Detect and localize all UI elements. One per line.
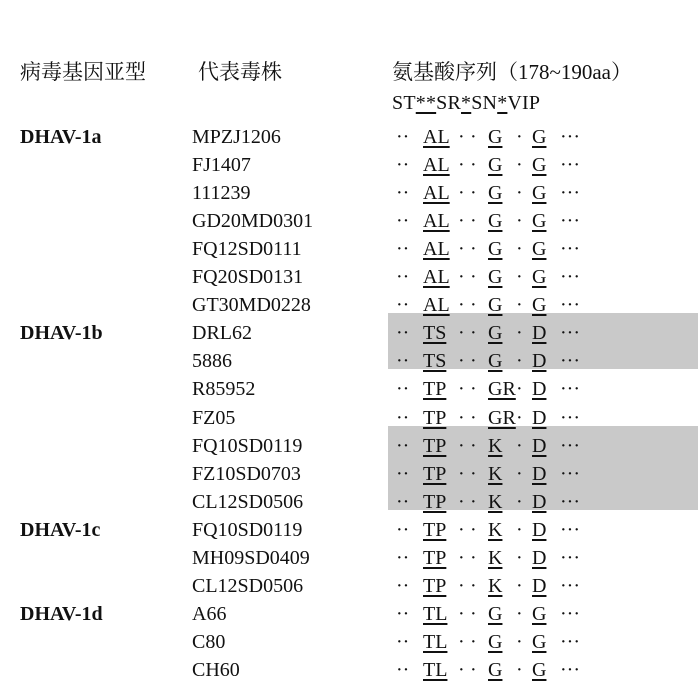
strain-name: A66 — [192, 602, 227, 625]
gap-dots: · — [516, 182, 523, 205]
strain-name: MH09SD0409 — [192, 546, 310, 569]
residue: TP — [423, 518, 447, 541]
gap-dots: · — [470, 238, 477, 261]
residue: G — [532, 266, 547, 289]
table-row — [0, 519, 700, 547]
gap-dots: · — [458, 378, 465, 401]
gap-dots: · — [458, 294, 465, 317]
gap-dots: ··· — [560, 350, 580, 373]
gap-dots: · — [470, 406, 477, 429]
table-row — [0, 463, 700, 491]
gap-dots: · — [458, 602, 465, 625]
gap-dots: ··· — [560, 294, 580, 317]
gap-dots: ·· — [396, 350, 410, 373]
residue: TP — [423, 546, 447, 569]
gap-dots: · — [458, 126, 465, 148]
strain-name: FQ10SD0119 — [192, 434, 303, 457]
gap-dots: ··· — [560, 574, 580, 597]
residue: D — [532, 462, 547, 485]
residue: G — [532, 658, 547, 681]
strain-name: 5886 — [192, 350, 232, 373]
table-row — [0, 266, 700, 294]
residue: G — [488, 322, 503, 345]
residue: G — [488, 126, 503, 148]
gap-dots: ··· — [560, 378, 580, 401]
header-subtype: 病毒基因亚型 — [20, 60, 146, 84]
gap-dots: · — [516, 574, 523, 597]
table-row — [0, 378, 700, 406]
residue: AL — [423, 238, 450, 261]
gap-dots: · — [470, 378, 477, 401]
gap-dots: ··· — [560, 126, 580, 148]
residue: TP — [423, 462, 447, 485]
gap-dots: · — [516, 462, 523, 485]
gap-dots: · — [458, 406, 465, 429]
gap-dots: · — [470, 658, 477, 681]
gap-dots: · — [458, 154, 465, 177]
table-row — [0, 491, 700, 519]
residue: G — [488, 602, 503, 625]
gap-dots: · — [516, 378, 523, 401]
motif-part: SR — [436, 92, 462, 114]
gap-dots: ··· — [560, 434, 580, 457]
residue: AL — [423, 210, 450, 233]
gap-dots: · — [458, 350, 465, 373]
gap-dots: ·· — [396, 210, 410, 233]
gap-dots: · — [470, 266, 477, 289]
gap-dots: ··· — [560, 518, 580, 541]
residue: D — [532, 490, 547, 513]
strain-name: CL12SD0506 — [192, 490, 304, 513]
gap-dots: · — [458, 630, 465, 653]
residue: G — [488, 630, 503, 653]
gap-dots: · — [470, 630, 477, 653]
residue: K — [488, 490, 503, 513]
residue: D — [532, 406, 547, 429]
gap-dots: · — [458, 574, 465, 597]
residue: K — [488, 546, 503, 569]
gap-dots: · — [470, 434, 477, 457]
table-row — [0, 575, 700, 603]
gap-dots: · — [516, 238, 523, 261]
residue: AL — [423, 182, 450, 205]
strain-name: 111239 — [192, 182, 251, 205]
residue: TP — [423, 406, 447, 429]
residue: TS — [423, 322, 447, 345]
gap-dots: · — [516, 518, 523, 541]
residue: D — [532, 574, 547, 597]
strain-name: FQ12SD0111 — [192, 238, 302, 261]
subtype-label: DHAV-1a — [20, 126, 102, 148]
residue: G — [488, 154, 503, 177]
gap-dots: · — [458, 182, 465, 205]
motif-part: * — [461, 92, 472, 114]
residue: G — [488, 210, 503, 233]
strain-name: GD20MD0301 — [192, 210, 314, 233]
gap-dots: ··· — [560, 490, 580, 513]
residue: AL — [423, 266, 450, 289]
table-row — [0, 350, 700, 378]
strain-name: FQ10SD0119 — [192, 518, 303, 541]
strain-name: FQ20SD0131 — [192, 266, 304, 289]
table-row — [0, 659, 700, 687]
residue: G — [532, 154, 547, 177]
strain-name: DRL62 — [192, 322, 252, 345]
gap-dots: · — [470, 574, 477, 597]
gap-dots: ·· — [396, 462, 410, 485]
gap-dots: ·· — [396, 490, 410, 513]
gap-dots: ·· — [396, 238, 410, 261]
strain-name: R85952 — [192, 378, 256, 401]
gap-dots: ··· — [560, 630, 580, 653]
table-row — [0, 238, 700, 266]
gap-dots: · — [470, 322, 477, 345]
gap-dots: ··· — [560, 238, 580, 261]
gap-dots: ·· — [396, 630, 410, 653]
residue: D — [532, 322, 547, 345]
residue: K — [488, 574, 503, 597]
residue: D — [532, 378, 547, 401]
motif-part: SN — [471, 92, 498, 114]
gap-dots: ·· — [396, 266, 410, 289]
residue: G — [488, 294, 503, 317]
gap-dots: · — [516, 266, 523, 289]
residue: AL — [423, 294, 450, 317]
subtype-label: DHAV-1d — [20, 602, 103, 625]
gap-dots: ·· — [396, 518, 410, 541]
gap-dots: ·· — [396, 182, 410, 205]
gap-dots: · — [470, 490, 477, 513]
residue: G — [532, 630, 547, 653]
residue: GR — [488, 378, 516, 401]
gap-dots: ·· — [396, 434, 410, 457]
gap-dots: · — [470, 462, 477, 485]
gap-dots: ·· — [396, 658, 410, 681]
residue: D — [532, 434, 547, 457]
table-row — [0, 322, 700, 350]
residue: K — [488, 434, 503, 457]
header-strain: 代表毒株 — [198, 60, 282, 84]
table-row — [0, 210, 700, 238]
residue: D — [532, 518, 547, 541]
gap-dots: · — [470, 154, 477, 177]
residue: AL — [423, 126, 450, 148]
gap-dots: ·· — [396, 378, 410, 401]
gap-dots: · — [458, 518, 465, 541]
residue: G — [532, 602, 547, 625]
gap-dots: · — [458, 322, 465, 345]
gap-dots: · — [458, 546, 465, 569]
gap-dots: ··· — [560, 406, 580, 429]
residue: G — [488, 350, 503, 373]
gap-dots: ·· — [396, 322, 410, 345]
gap-dots: · — [470, 350, 477, 373]
gap-dots: ··· — [560, 462, 580, 485]
gap-dots: · — [516, 602, 523, 625]
residue: TL — [423, 658, 448, 681]
gap-dots: · — [516, 154, 523, 177]
residue: G — [532, 182, 547, 205]
residue: G — [532, 238, 547, 261]
gap-dots: · — [470, 182, 477, 205]
header-sequence: 氨基酸序列（178~190aa） — [392, 60, 633, 84]
gap-dots: ·· — [396, 602, 410, 625]
residue: TP — [423, 434, 447, 457]
gap-dots: · — [470, 126, 477, 148]
strain-name: CH60 — [192, 658, 240, 681]
residue: TP — [423, 574, 447, 597]
gap-dots: ··· — [560, 322, 580, 345]
gap-dots: ·· — [396, 154, 410, 177]
table-row — [0, 547, 700, 575]
gap-dots: ··· — [560, 154, 580, 177]
residue: G — [488, 182, 503, 205]
motif-part: ** — [415, 92, 437, 114]
strain-name: FJ1407 — [192, 154, 251, 177]
gap-dots: ·· — [396, 574, 410, 597]
residue: TP — [423, 490, 447, 513]
gap-dots: · — [458, 462, 465, 485]
gap-dots: · — [516, 434, 523, 457]
strain-name: CL12SD0506 — [192, 574, 304, 597]
gap-dots: · — [470, 294, 477, 317]
gap-dots: · — [516, 490, 523, 513]
residue: TS — [423, 350, 447, 373]
gap-dots: · — [458, 238, 465, 261]
residue: TL — [423, 630, 448, 653]
gap-dots: · — [516, 322, 523, 345]
table-row — [0, 294, 700, 322]
gap-dots: ·· — [396, 546, 410, 569]
motif-part: * — [497, 92, 508, 114]
table-row — [0, 407, 700, 435]
gap-dots: · — [516, 210, 523, 233]
gap-dots: · — [516, 350, 523, 373]
gap-dots: ·· — [396, 406, 410, 429]
gap-dots: · — [458, 434, 465, 457]
subtype-label: DHAV-1c — [20, 518, 101, 541]
gap-dots: ··· — [560, 210, 580, 233]
residue: K — [488, 518, 503, 541]
gap-dots: · — [516, 630, 523, 653]
gap-dots: ··· — [560, 658, 580, 681]
residue: GR — [488, 406, 516, 429]
gap-dots: · — [516, 658, 523, 681]
gap-dots: · — [516, 126, 523, 148]
residue: G — [488, 658, 503, 681]
gap-dots: ·· — [396, 126, 410, 148]
gap-dots: · — [458, 210, 465, 233]
gap-dots: · — [516, 294, 523, 317]
consensus-motif — [392, 92, 540, 115]
motif-part: VIP — [507, 92, 541, 114]
residue: K — [488, 462, 503, 485]
table-row — [0, 631, 700, 659]
residue: TL — [423, 602, 448, 625]
residue: G — [488, 266, 503, 289]
gap-dots: · — [470, 602, 477, 625]
residue: G — [532, 126, 547, 148]
gap-dots: · — [458, 490, 465, 513]
gap-dots: ··· — [560, 602, 580, 625]
motif-part: ST — [392, 92, 416, 114]
table-row — [0, 603, 700, 631]
strain-name: MPZJ1206 — [192, 126, 281, 148]
strain-name: FZ05 — [192, 406, 236, 429]
gap-dots: ··· — [560, 546, 580, 569]
table-row — [0, 435, 700, 463]
gap-dots: · — [470, 210, 477, 233]
gap-dots: · — [516, 546, 523, 569]
residue: G — [488, 238, 503, 261]
residue: D — [532, 350, 547, 373]
gap-dots: ··· — [560, 266, 580, 289]
gap-dots: · — [470, 546, 477, 569]
gap-dots: ·· — [396, 294, 410, 317]
gap-dots: · — [516, 406, 523, 429]
residue: G — [532, 294, 547, 317]
residue: AL — [423, 154, 450, 177]
gap-dots: · — [458, 266, 465, 289]
strain-name: FZ10SD0703 — [192, 462, 301, 485]
strain-name: C80 — [192, 630, 226, 653]
gap-dots: · — [470, 518, 477, 541]
residue: G — [532, 210, 547, 233]
gap-dots: · — [458, 658, 465, 681]
table-row — [0, 154, 700, 182]
table-row — [0, 182, 700, 210]
strain-name: GT30MD0228 — [192, 294, 311, 317]
residue: D — [532, 546, 547, 569]
subtype-label: DHAV-1b — [20, 322, 103, 345]
table-row — [0, 126, 700, 154]
residue: TP — [423, 378, 447, 401]
gap-dots: ··· — [560, 182, 580, 205]
